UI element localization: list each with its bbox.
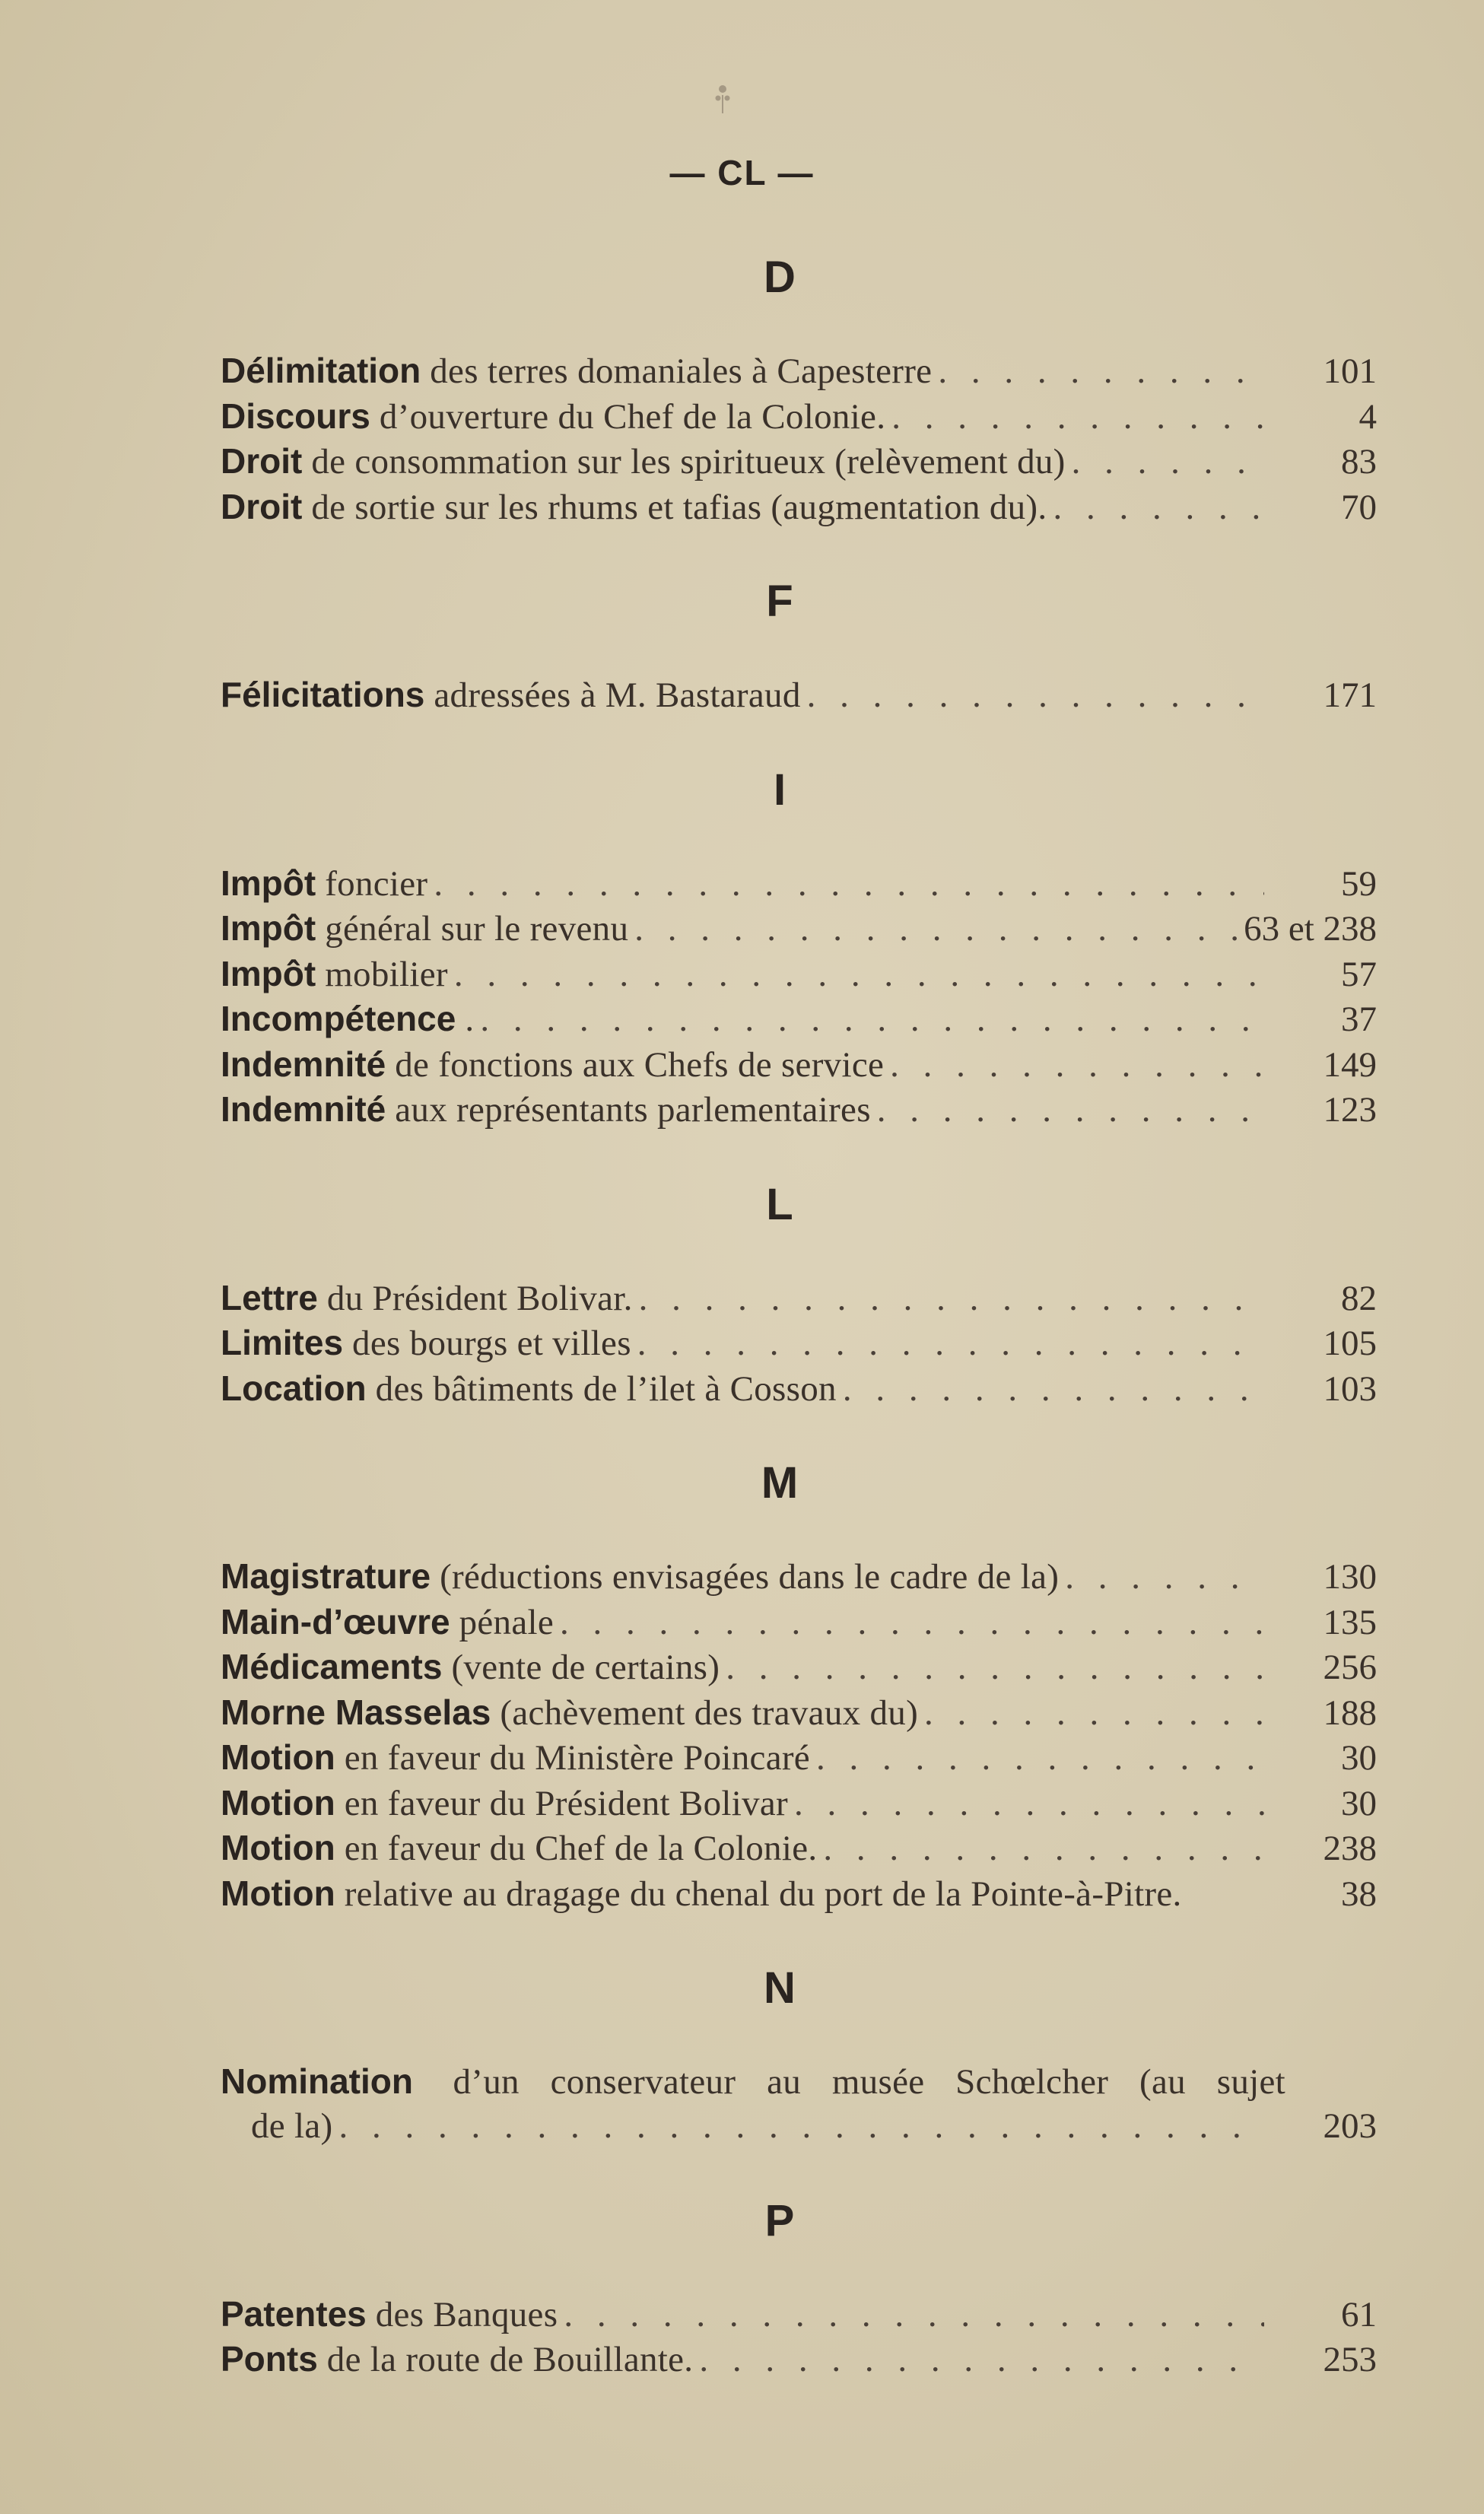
entry-page: 130 — [1323, 1557, 1377, 1597]
entry-text: général sur le revenu — [325, 909, 629, 949]
entry-page: 37 — [1341, 1000, 1377, 1039]
dot-leader — [924, 1691, 1264, 1736]
entry-page: 188 — [1323, 1692, 1377, 1733]
index-entry — [221, 1042, 1384, 1088]
entry-page: 256 — [1323, 1648, 1377, 1687]
entry-keyword: Indemnité — [221, 1089, 386, 1129]
section-letter: N — [764, 1963, 796, 2013]
dot-leader — [1065, 1555, 1264, 1600]
dot-leader — [938, 349, 1264, 394]
section-letter: D — [764, 253, 796, 302]
entry-page: 253 — [1323, 2340, 1377, 2379]
index-entry — [221, 906, 1384, 952]
entry-keyword: Main-d’œuvre — [221, 1601, 450, 1642]
dot-leader — [1053, 485, 1264, 530]
entry-text: (vente de certains) — [451, 1648, 720, 1687]
entry-keyword: Médicaments — [221, 1647, 443, 1686]
entry-page: 83 — [1341, 442, 1377, 482]
entry-page: 238 — [1323, 1829, 1377, 1868]
index-entry — [221, 1600, 1384, 1645]
entry-text: adressées à M. Bastaraud — [434, 675, 801, 715]
dot-leader — [560, 1600, 1264, 1645]
dot-leader — [823, 1826, 1264, 1871]
index-entry — [221, 485, 1384, 530]
index-entry — [221, 672, 1384, 718]
entry-page: 101 — [1323, 351, 1377, 391]
entry-keyword: Impôt — [221, 953, 316, 993]
dot-leader — [637, 1321, 1264, 1366]
dot-leader — [699, 2338, 1264, 2382]
entry-text: pénale — [459, 1602, 555, 1642]
index-entry — [221, 1826, 1384, 1871]
index-entry — [221, 1366, 1384, 1412]
entry-text: aux représentants parlementaires — [395, 1090, 871, 1130]
dot-leader — [480, 997, 1264, 1042]
entry-text: des bâtiments de l’ilet à Cosson — [375, 1368, 837, 1409]
dot-leader — [454, 952, 1264, 997]
entry-page: 123 — [1323, 1090, 1377, 1130]
entry-keyword: Félicitations — [221, 675, 425, 714]
dot-leader — [434, 862, 1264, 907]
entry-text: de la route de Bouillante. — [326, 2340, 694, 2379]
entry-keyword: Lettre — [221, 1277, 318, 1317]
entry-page: 171 — [1323, 675, 1377, 715]
index-entry — [221, 2292, 1384, 2338]
section-letter: F — [766, 577, 793, 626]
entry-page: 103 — [1323, 1368, 1377, 1409]
entry-keyword: Patentes — [221, 2293, 367, 2334]
entry-text: de sortie sur les rhums et tafias (augmentation du). — [311, 487, 1047, 527]
index-section-l — [221, 1178, 1384, 1412]
section-letter: P — [764, 2195, 795, 2245]
entry-text: des bourgs et villes — [352, 1324, 631, 1363]
index-entry — [221, 1871, 1384, 1917]
entry-page: 38 — [1341, 1874, 1377, 1914]
dot-leader — [816, 1736, 1264, 1781]
entry-page: 203 — [1323, 2106, 1377, 2146]
entry-page: 82 — [1341, 1278, 1377, 1318]
index-section-n — [221, 1962, 1384, 2149]
entry-keyword: Morne Masselas — [221, 1692, 491, 1732]
entry-page: 30 — [1341, 1738, 1377, 1778]
index-entry — [221, 1554, 1384, 1600]
dot-leader — [843, 1367, 1264, 1412]
entry-text: des terres domaniales à Capesterre — [430, 351, 933, 391]
entry-page: 61 — [1341, 2294, 1377, 2334]
entry-text: foncier — [325, 863, 428, 904]
entry-text: (réductions envisagées dans le cadre de la) — [440, 1557, 1060, 1597]
index-entry — [221, 1087, 1384, 1133]
index-section-d — [221, 251, 1384, 529]
index-entry — [221, 1645, 1384, 1690]
entry-text: d’ouverture du Chef de la Colonie. — [379, 396, 886, 437]
entry-text: relative au dragage du chenal du port de la Pointe-à-Pitre. — [344, 1874, 1182, 1914]
entry-keyword: Impôt — [221, 863, 316, 903]
entry-keyword: Discours — [221, 396, 370, 436]
dot-leader — [807, 673, 1264, 718]
index-entry — [221, 952, 1384, 997]
entry-text: mobilier — [325, 954, 448, 994]
entry-keyword: Droit — [221, 486, 303, 526]
dot-leader — [639, 1276, 1264, 1321]
dot-leader — [1072, 440, 1264, 485]
entry-keyword: Motion — [221, 1782, 335, 1823]
index-entry — [221, 1276, 1384, 1321]
dot-leader — [634, 907, 1238, 952]
index-section-p — [221, 2195, 1384, 2382]
entry-text: du Président Bolivar. — [326, 1278, 633, 1318]
entry-page: 4 — [1358, 396, 1377, 437]
section-letter: I — [773, 764, 786, 815]
index-entry — [221, 1321, 1384, 1366]
dot-leader — [794, 1781, 1264, 1826]
entry-keyword: Motion — [221, 1737, 335, 1777]
entry-text: des Banques — [375, 2294, 558, 2334]
entry-keyword: Location — [221, 1368, 367, 1408]
entry-page: 135 — [1323, 1602, 1377, 1642]
index-entry — [221, 394, 1384, 440]
index-entry — [221, 1735, 1384, 1781]
index-section-f — [221, 575, 1384, 718]
entry-text: en faveur du Président Bolivar — [344, 1783, 788, 1823]
dot-leader — [564, 2293, 1264, 2338]
index-entry — [221, 2059, 1384, 2149]
entry-text: . — [465, 1000, 475, 1039]
entry-keyword: Magistrature — [221, 1556, 431, 1596]
index-entry — [221, 1690, 1384, 1736]
dot-leader — [890, 1043, 1264, 1088]
index-entry — [221, 996, 1384, 1042]
entry-text: de consommation sur les spiritueux (relèvement du) — [311, 442, 1066, 482]
entry-keyword: Ponts — [221, 2339, 318, 2379]
entry-text: (achèvement des travaux du) — [500, 1692, 919, 1733]
page-folio: — CL — — [669, 153, 815, 192]
index-entry — [221, 1781, 1384, 1826]
index-entry — [221, 439, 1384, 485]
entry-keyword: Motion — [221, 1873, 335, 1913]
entry-line — [221, 2104, 1384, 2149]
dot-leader — [726, 1645, 1264, 1690]
entry-line — [221, 2059, 1285, 2104]
entry-page: 30 — [1341, 1783, 1377, 1823]
index-entry — [221, 861, 1384, 907]
entry-keyword: Indemnité — [221, 1044, 386, 1084]
index-entry — [221, 348, 1384, 394]
alphabetical-index — [221, 251, 1384, 2382]
entry-page: 57 — [1341, 954, 1377, 994]
index-section-m — [221, 1457, 1384, 1916]
entry-keyword: Délimitation — [221, 351, 421, 390]
entry-text: en faveur du Chef de la Colonie. — [344, 1829, 818, 1868]
entry-page: 59 — [1341, 863, 1377, 904]
entry-keyword: Incompétence — [221, 999, 456, 1038]
entry-keyword: Limites — [221, 1323, 344, 1362]
section-letter: L — [766, 1179, 793, 1229]
entry-text: de fonctions aux Chefs de service — [395, 1044, 885, 1085]
dot-leader — [338, 2104, 1264, 2149]
ornament-icon — [711, 80, 734, 118]
dot-leader — [877, 1088, 1264, 1133]
entry-text: d’un conservateur au musée Schœlcher (au sujet — [453, 2062, 1285, 2102]
entry-page: 149 — [1323, 1044, 1377, 1085]
entry-page: 105 — [1323, 1324, 1377, 1363]
entry-keyword: Impôt — [221, 908, 316, 948]
section-letter: M — [761, 1458, 799, 1508]
entry-text: en faveur du Ministère Poincaré — [344, 1738, 810, 1778]
index-section-i — [221, 764, 1384, 1133]
entry-text-continued: de la) — [251, 2106, 333, 2146]
entry-page: 63 et 238 — [1244, 909, 1377, 949]
entry-keyword: Motion — [221, 1828, 335, 1867]
entry-page: 70 — [1341, 487, 1377, 527]
dot-leader — [891, 395, 1264, 440]
entry-keyword: Droit — [221, 441, 303, 481]
entry-keyword: Nomination — [221, 2061, 413, 2101]
index-entry — [221, 2337, 1384, 2382]
